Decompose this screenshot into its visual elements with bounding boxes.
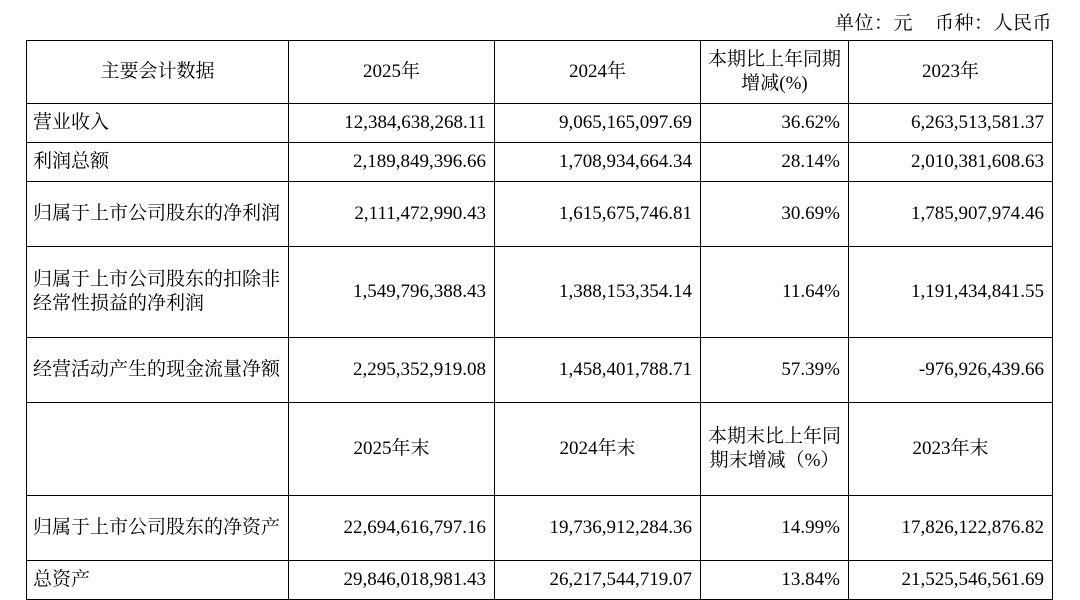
row-value-2024: 1,458,401,788.71 (495, 338, 701, 403)
currency-label: 币种：人民币 (934, 13, 1052, 34)
row-label: 总资产 (27, 561, 289, 600)
row-label: 利润总额 (27, 143, 289, 182)
table-row (27, 143, 1053, 182)
row-value-2024: 19,736,912,284.36 (495, 496, 701, 561)
column-header-2023: 2023年 (849, 41, 1053, 104)
subheader-2024-end: 2024年末 (495, 403, 701, 496)
row-value-2023: 17,826,122,876.82 (849, 496, 1053, 561)
row-value-change: 28.14% (701, 143, 849, 182)
unit-label: 单位：元 (834, 13, 913, 34)
column-header-2024: 2024年 (495, 41, 701, 104)
subheader-2023-end: 2023年末 (849, 403, 1053, 496)
row-value-2025: 22,694,616,797.16 (289, 496, 495, 561)
row-value-2023: 21,525,546,561.69 (849, 561, 1053, 600)
row-value-2024: 1,615,675,746.81 (495, 182, 701, 247)
row-value-2024: 1,388,153,354.14 (495, 247, 701, 338)
subheader-2025-end: 2025年末 (289, 403, 495, 496)
row-label: 经营活动产生的现金流量净额 (27, 338, 289, 403)
row-value-change: 30.69% (701, 182, 849, 247)
table-row (27, 338, 1053, 403)
row-value-2023: 6,263,513,581.37 (849, 104, 1053, 143)
row-label: 归属于上市公司股东的净利润 (27, 182, 289, 247)
row-value-2025: 29,846,018,981.43 (289, 561, 495, 600)
table-header-row (27, 41, 1053, 104)
row-value-change: 14.99% (701, 496, 849, 561)
subheader-change: 本期末比上年同期末增减（%） (701, 403, 849, 496)
table-row (27, 182, 1053, 247)
row-value-2024: 9,065,165,097.69 (495, 104, 701, 143)
row-value-2023: 2,010,381,608.63 (849, 143, 1053, 182)
table-row (27, 496, 1053, 561)
table-row (27, 247, 1053, 338)
row-value-2024: 1,708,934,664.34 (495, 143, 701, 182)
row-value-2025: 12,384,638,268.11 (289, 104, 495, 143)
row-value-2025: 2,111,472,990.43 (289, 182, 495, 247)
row-value-change: 57.39% (701, 338, 849, 403)
subheader-empty-cell (27, 403, 289, 496)
column-header-item: 主要会计数据 (27, 41, 289, 104)
row-value-2025: 1,549,796,388.43 (289, 247, 495, 338)
financial-data-table (26, 40, 1053, 600)
column-header-2025: 2025年 (289, 41, 495, 104)
row-value-change: 36.62% (701, 104, 849, 143)
row-label: 归属于上市公司股东的扣除非经常性损益的净利润 (27, 247, 289, 338)
row-value-change: 13.84% (701, 561, 849, 600)
row-value-change: 11.64% (701, 247, 849, 338)
row-label: 营业收入 (27, 104, 289, 143)
row-value-2025: 2,295,352,919.08 (289, 338, 495, 403)
row-value-2023: -976,926,439.66 (849, 338, 1053, 403)
row-value-2023: 1,191,434,841.55 (849, 247, 1053, 338)
unit-currency-line (835, 8, 1052, 35)
column-header-change: 本期比上年同期增减(%) (701, 41, 849, 104)
row-value-2023: 1,785,907,974.46 (849, 182, 1053, 247)
table-row (27, 561, 1053, 600)
table-subheader-row (27, 403, 1053, 496)
table-row (27, 104, 1053, 143)
row-value-2025: 2,189,849,396.66 (289, 143, 495, 182)
row-label: 归属于上市公司股东的净资产 (27, 496, 289, 561)
row-value-2024: 26,217,544,719.07 (495, 561, 701, 600)
